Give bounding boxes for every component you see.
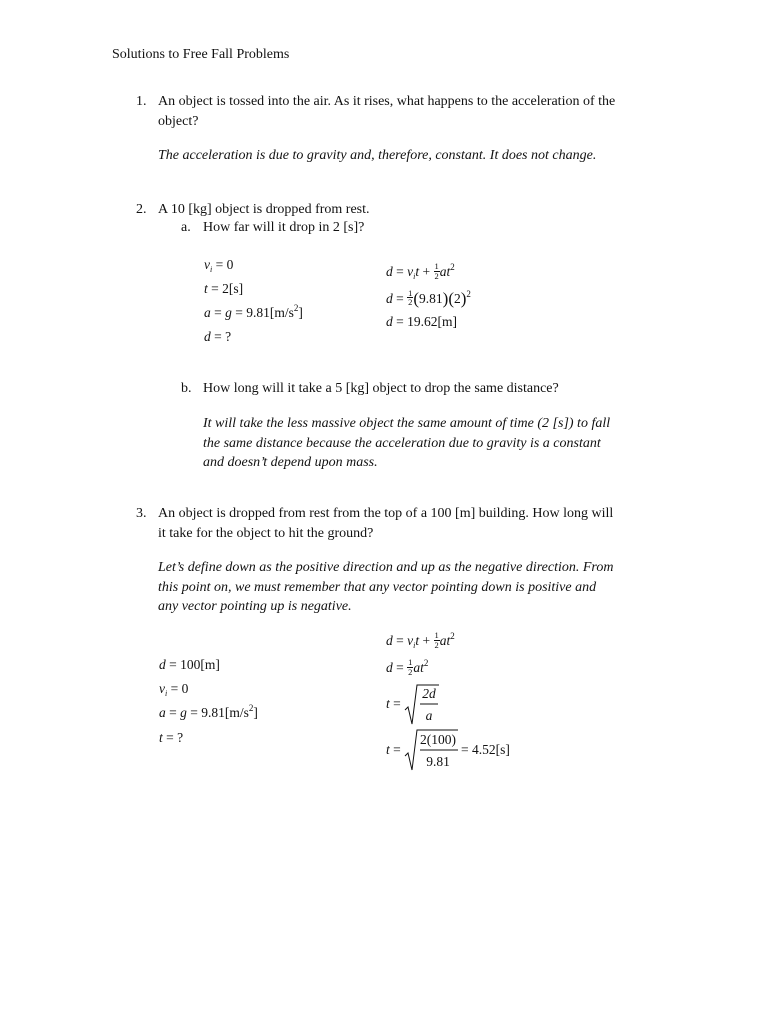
question-text: A 10 [kg] object is dropped from rest.	[158, 202, 370, 217]
question-text	[158, 504, 613, 543]
simplified-equation: d = $\frac{1}{2}$ $at^2$	[386, 657, 429, 677]
given-d: d = ?	[204, 329, 232, 344]
square-root-calculation	[405, 729, 459, 771]
note-line: this point on, we must remember that any vector pointing down is positive and	[158, 579, 597, 595]
note-line: any vector pointing up is negative.	[158, 599, 352, 614]
result-equation: d = 19.62[m]	[386, 314, 457, 329]
kinematic-equation: $d = v_it$ + $\frac{1}{2}$ $at^2$	[386, 630, 455, 651]
denominator: 9.81	[426, 754, 450, 769]
page-title: Solutions to Free Fall Problems	[112, 47, 290, 62]
numerator: 2d	[422, 686, 436, 701]
square-root-formula	[405, 684, 439, 726]
answer-line: the same distance because the acceleration due to gravity is a constant	[203, 435, 601, 451]
given-t: t = ?	[159, 730, 184, 745]
given-a: $a = g = 9.81[m/s^2]$	[159, 703, 258, 720]
question-number: 1.	[136, 94, 147, 109]
denominator: a	[425, 708, 433, 723]
question-number: 3.	[136, 506, 147, 521]
note-line: Let’s define down as the positive direction and up as the negative direction. From	[158, 560, 614, 575]
kinematic-equation: $d = v_it$ + $\frac{1}{2}$ $at^2$	[386, 261, 455, 282]
part-letter: a.	[181, 220, 191, 235]
answer-text: The acceleration is due to gravity and, therefore, constant. It does not change.	[158, 148, 597, 163]
part-text: How long will it take a 5 [kg] object to drop the same distance?	[203, 381, 559, 396]
answer-line: and doesn’t depend upon mass.	[203, 455, 378, 470]
t-equals-label: t =	[386, 742, 401, 757]
question-line: object?	[158, 113, 199, 129]
sign-convention-note	[158, 558, 613, 617]
part-letter: b.	[181, 381, 192, 396]
given-vi: $v_i = 0$	[159, 681, 189, 698]
question-line: An object is tossed into the air. As it rises, what happens to the acceleration of the	[158, 94, 616, 109]
given-t: t = 2[s]	[204, 281, 244, 296]
answer-line: It will take the less massive object the same amount of time (2 [s]) to fall	[203, 416, 611, 431]
t-equals-label: t =	[386, 696, 401, 711]
part-text: How far will it drop in 2 [s]?	[203, 220, 365, 235]
substitution-equation: d = $\frac{1}{2}$ $(9.81)(2)^2$	[386, 287, 471, 308]
numerator: 2(100)	[420, 732, 456, 747]
final-answer: = 4.52[s]	[461, 742, 510, 757]
answer-text	[203, 414, 610, 473]
question-number: 2.	[136, 202, 147, 217]
question-line: it take for the object to hit the ground?	[158, 525, 374, 541]
question-line: An object is dropped from rest from the top of a 100 [m] building. How long will	[158, 506, 614, 521]
given-a: $a = g = 9.81[m/s^2]$	[204, 303, 303, 320]
given-vi: $v_i = 0$	[204, 257, 234, 274]
given-d: d = 100[m]	[159, 657, 220, 672]
question-text	[158, 92, 615, 131]
